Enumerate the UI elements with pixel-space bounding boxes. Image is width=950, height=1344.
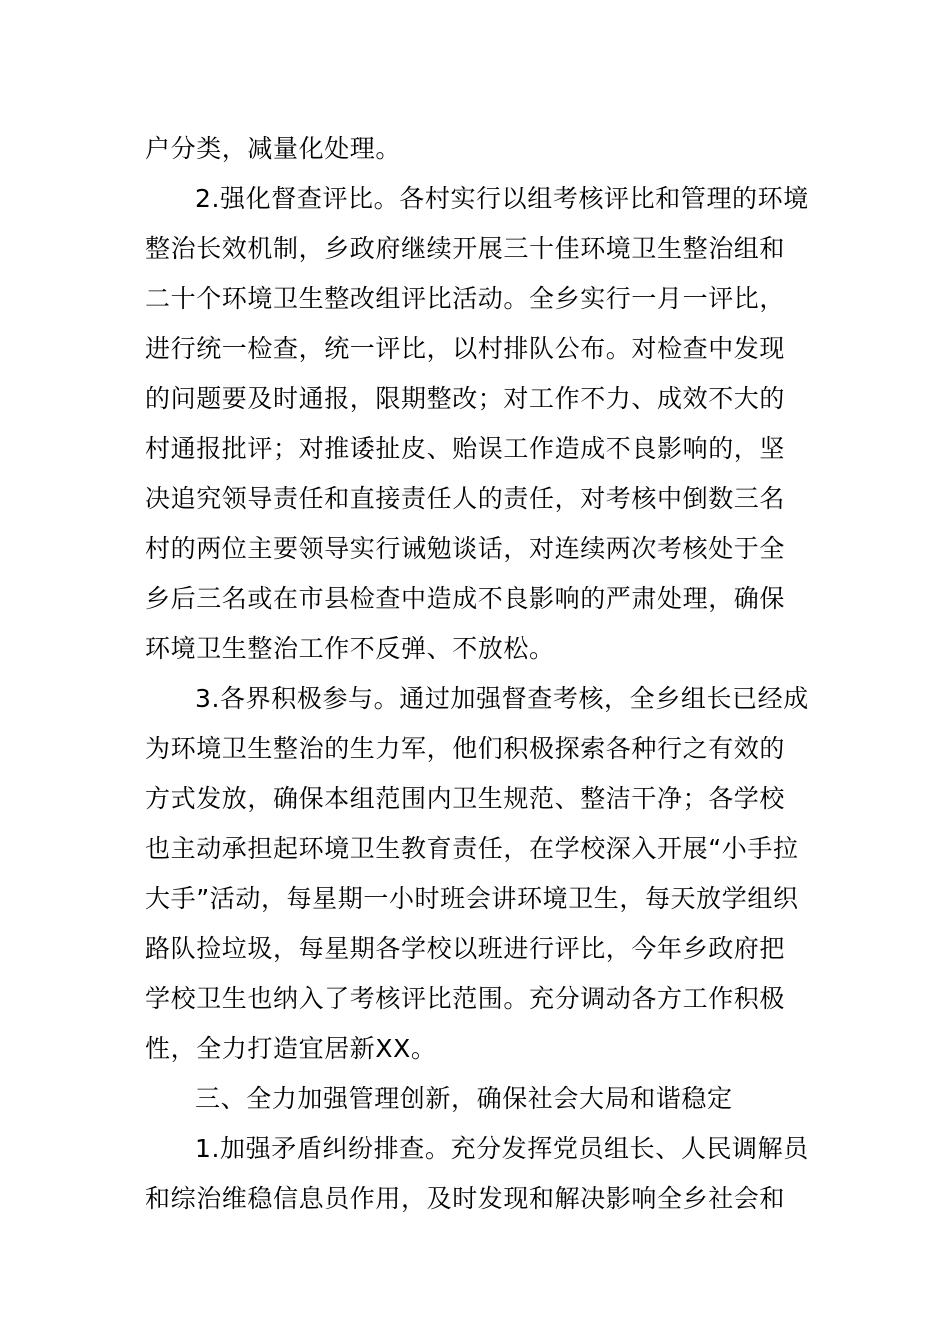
body-text-line: 3.各界积极参与。通过加强督查考核，全乡组长已经成 bbox=[195, 684, 809, 713]
body-text-line: 村的两位主要领导实行诫勉谈话，对连续两次考核处于全 bbox=[145, 534, 786, 563]
body-text-line: 的问题要及时通报，限期整改；对工作不力、成效不大的 bbox=[145, 384, 786, 413]
body-text-line: 村通报批评；对推诿扯皮、贻误工作造成不良影响的，坚 bbox=[145, 434, 786, 463]
body-text-line: 也主动承担起环境卫生教育责任，在学校深入开展“小手拉 bbox=[145, 834, 799, 863]
body-text-line: 学校卫生也纳入了考核评比范围。充分调动各方工作积极 bbox=[145, 984, 786, 1013]
body-text-line: 环境卫生整治工作不反弹、不放松。 bbox=[145, 634, 555, 663]
body-text-line: 乡后三名或在市县检查中造成不良影响的严肃处理，确保 bbox=[145, 584, 786, 613]
body-text-line: 为环境卫生整治的生力军，他们积极探索各种行之有效的 bbox=[145, 734, 786, 763]
body-text-line: 大手”活动，每星期一小时班会讲环境卫生，每天放学组织 bbox=[145, 884, 799, 913]
body-text-line: 和综治维稳信息员作用，及时发现和解决影响全乡社会和 bbox=[145, 1184, 786, 1213]
body-text-line: 性，全力打造宜居新XX。 bbox=[145, 1034, 437, 1063]
body-text-line: 决追究领导责任和直接责任人的责任，对考核中倒数三名 bbox=[145, 484, 786, 513]
body-text-line: 户分类，减量化处理。 bbox=[145, 134, 402, 163]
body-text-line: 1.加强矛盾纠纷排查。充分发挥党员组长、人民调解员 bbox=[195, 1134, 809, 1163]
body-text-line: 方式发放，确保本组范围内卫生规范、整洁干净；各学校 bbox=[145, 784, 786, 813]
body-text-line: 二十个环境卫生整改组评比活动。全乡实行一月一评比， bbox=[145, 284, 786, 313]
body-text-line: 路队捡垃圾，每星期各学校以班进行评比，今年乡政府把 bbox=[145, 934, 786, 963]
body-text-line: 2.强化督查评比。各村实行以组考核评比和管理的环境 bbox=[195, 184, 809, 213]
body-text-line: 进行统一检查，统一评比，以村排队公布。对检查中发现 bbox=[145, 334, 786, 363]
body-text-line: 整治长效机制，乡政府继续开展三十佳环境卫生整治组和 bbox=[145, 234, 786, 263]
section-heading: 三、全力加强管理创新，确保社会大局和谐稳定 bbox=[195, 1084, 733, 1113]
